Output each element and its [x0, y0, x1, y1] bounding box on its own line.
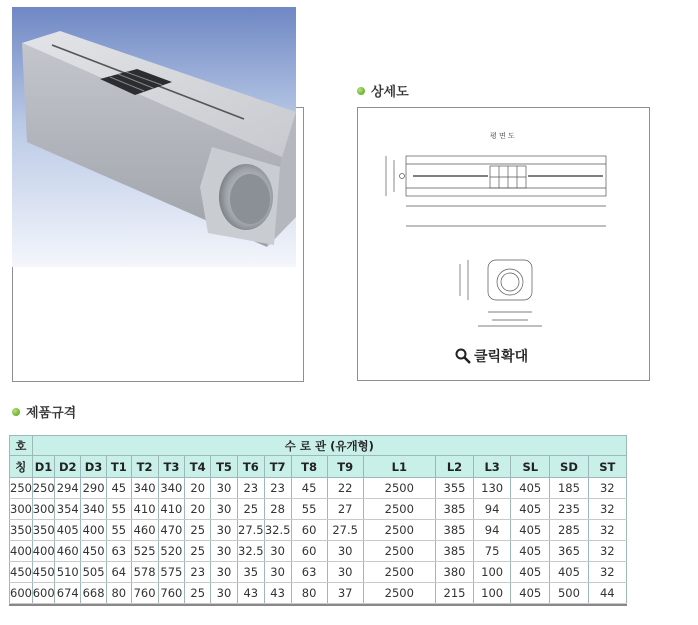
- table-cell: 23: [237, 478, 264, 499]
- table-cell: 55: [106, 499, 131, 520]
- table-cell: 30: [211, 541, 238, 562]
- table-cell: 460: [131, 520, 158, 541]
- table-cell: 405: [511, 541, 550, 562]
- table-cell: 405: [511, 562, 550, 583]
- detail-heading: 상세도: [357, 81, 409, 100]
- table-cell: 100: [474, 562, 511, 583]
- table-cell: 20: [185, 478, 211, 499]
- table-cell: 27: [327, 499, 363, 520]
- bullet-dot-icon: [12, 408, 20, 416]
- table-cell: 450: [32, 562, 55, 583]
- table-cell: 20: [185, 499, 211, 520]
- group-header: 수 로 관 (유개형): [32, 436, 626, 456]
- table-cell: 505: [81, 562, 107, 583]
- table-cell: 405: [550, 562, 588, 583]
- table-cell: 27.5: [237, 520, 264, 541]
- table-cell: 32: [588, 541, 626, 562]
- table-cell: 385: [435, 541, 473, 562]
- column-header: T7: [264, 456, 291, 478]
- table-cell: 23: [264, 478, 291, 499]
- table-cell: 294: [55, 478, 81, 499]
- table-cell: 35: [237, 562, 264, 583]
- table-cell: 410: [158, 499, 185, 520]
- table-cell: 405: [511, 520, 550, 541]
- detail-drawing-frame[interactable]: [357, 107, 650, 381]
- table-cell: 405: [511, 478, 550, 499]
- table-cell: 578: [131, 562, 158, 583]
- table-cell: 300: [32, 499, 55, 520]
- table-cell: 185: [550, 478, 588, 499]
- table-cell: 355: [435, 478, 473, 499]
- table-cell: 2500: [363, 478, 435, 499]
- table-cell: 290: [81, 478, 107, 499]
- table-cell: 2500: [363, 583, 435, 604]
- table-cell: 30: [264, 562, 291, 583]
- table-cell: 23: [185, 562, 211, 583]
- table-cell: 525: [131, 541, 158, 562]
- table-cell: 400: [32, 541, 55, 562]
- table-cell: 2500: [363, 520, 435, 541]
- table-cell: 2500: [363, 499, 435, 520]
- table-cell: 365: [550, 541, 588, 562]
- row-size-cell: 300: [10, 499, 33, 520]
- table-cell: 63: [291, 562, 327, 583]
- table-cell: 64: [106, 562, 131, 583]
- table-cell: 45: [291, 478, 327, 499]
- table-cell: 55: [106, 520, 131, 541]
- spec-table: [9, 435, 627, 604]
- column-header: T9: [327, 456, 363, 478]
- table-cell: 460: [55, 541, 81, 562]
- table-cell: 37: [327, 583, 363, 604]
- table-row: [10, 520, 627, 541]
- corner-top: 호: [10, 436, 33, 456]
- table-cell: 94: [474, 520, 511, 541]
- product-photo: [12, 7, 296, 267]
- table-cell: 510: [55, 562, 81, 583]
- table-row: [10, 499, 627, 520]
- table-cell: 760: [131, 583, 158, 604]
- table-cell: 130: [474, 478, 511, 499]
- table-cell: 250: [32, 478, 55, 499]
- table-cell: 668: [81, 583, 107, 604]
- column-header: L1: [363, 456, 435, 478]
- table-cell: 25: [237, 499, 264, 520]
- table-cell: 30: [327, 562, 363, 583]
- table-cell: 470: [158, 520, 185, 541]
- table-cell: 520: [158, 541, 185, 562]
- table-cell: 30: [211, 562, 238, 583]
- column-header: T4: [185, 456, 211, 478]
- column-header: L2: [435, 456, 473, 478]
- table-cell: 2500: [363, 541, 435, 562]
- table-cell: 405: [511, 499, 550, 520]
- row-size-cell: 600: [10, 583, 33, 604]
- table-cell: 350: [32, 520, 55, 541]
- table-cell: 575: [158, 562, 185, 583]
- table-cell: 2500: [363, 562, 435, 583]
- table-cell: 30: [327, 541, 363, 562]
- table-cell: 30: [211, 478, 238, 499]
- table-cell: 60: [291, 541, 327, 562]
- table-cell: 380: [435, 562, 473, 583]
- table-cell: 340: [81, 499, 107, 520]
- table-cell: 43: [264, 583, 291, 604]
- column-header: D2: [55, 456, 81, 478]
- row-size-cell: 400: [10, 541, 33, 562]
- table-cell: 44: [588, 583, 626, 604]
- table-cell: 285: [550, 520, 588, 541]
- table-cell: 75: [474, 541, 511, 562]
- column-header: T2: [131, 456, 158, 478]
- table-cell: 45: [106, 478, 131, 499]
- bullet-dot-icon: [357, 87, 365, 95]
- zoom-link[interactable]: [455, 346, 528, 366]
- table-cell: 25: [185, 541, 211, 562]
- zoom-label[interactable]: 클릭확대: [474, 349, 529, 365]
- table-cell: 235: [550, 499, 588, 520]
- table-cell: 32.5: [237, 541, 264, 562]
- column-header: T8: [291, 456, 327, 478]
- spec-heading: 제품규격: [12, 402, 76, 421]
- table-row: [10, 562, 627, 583]
- table-cell: 25: [185, 583, 211, 604]
- table-cell: 30: [211, 520, 238, 541]
- column-header: ST: [588, 456, 626, 478]
- table-cell: 32: [588, 499, 626, 520]
- table-cell: 340: [131, 478, 158, 499]
- table-cell: 94: [474, 499, 511, 520]
- magnifier-icon: [455, 348, 471, 364]
- column-header: L3: [474, 456, 511, 478]
- table-cell: 385: [435, 499, 473, 520]
- column-header: SL: [511, 456, 550, 478]
- table-cell: 80: [106, 583, 131, 604]
- row-size-cell: 350: [10, 520, 33, 541]
- table-row: [10, 478, 627, 499]
- detail-drawing-image: [358, 108, 649, 380]
- table-cell: 63: [106, 541, 131, 562]
- table-cell: 32: [588, 520, 626, 541]
- table-cell: 32.5: [264, 520, 291, 541]
- table-cell: 60: [291, 520, 327, 541]
- table-row: [10, 583, 627, 604]
- column-header: T5: [211, 456, 238, 478]
- corner-bottom: 칭: [10, 456, 33, 478]
- table-cell: 600: [32, 583, 55, 604]
- table-cell: 80: [291, 583, 327, 604]
- table-cell: 405: [511, 583, 550, 604]
- column-header: T3: [158, 456, 185, 478]
- table-row: [10, 541, 627, 562]
- table-cell: 28: [264, 499, 291, 520]
- table-cell: 405: [55, 520, 81, 541]
- column-header: D3: [81, 456, 107, 478]
- row-size-cell: 450: [10, 562, 33, 583]
- conduit-photo-image: [12, 7, 296, 267]
- table-cell: 500: [550, 583, 588, 604]
- table-cell: 32: [588, 562, 626, 583]
- table-cell: 30: [264, 541, 291, 562]
- drawing-label: 평 면 도: [490, 132, 515, 140]
- table-cell: 32: [588, 478, 626, 499]
- table-cell: 55: [291, 499, 327, 520]
- table-cell: 760: [158, 583, 185, 604]
- table-cell: 30: [211, 499, 238, 520]
- table-cell: 400: [81, 520, 107, 541]
- table-cell: 410: [131, 499, 158, 520]
- column-header: T6: [237, 456, 264, 478]
- table-cell: 385: [435, 520, 473, 541]
- table-cell: 25: [185, 520, 211, 541]
- table-cell: 450: [81, 541, 107, 562]
- column-header: T1: [106, 456, 131, 478]
- table-cell: 215: [435, 583, 473, 604]
- row-size-cell: 250: [10, 478, 33, 499]
- table-cell: 340: [158, 478, 185, 499]
- table-bottom-rule: [9, 604, 627, 606]
- column-header: D1: [32, 456, 55, 478]
- column-header: SD: [550, 456, 588, 478]
- table-cell: 43: [237, 583, 264, 604]
- table-cell: 27.5: [327, 520, 363, 541]
- table-cell: 100: [474, 583, 511, 604]
- table-cell: 22: [327, 478, 363, 499]
- table-cell: 354: [55, 499, 81, 520]
- table-cell: 674: [55, 583, 81, 604]
- table-cell: 30: [211, 583, 238, 604]
